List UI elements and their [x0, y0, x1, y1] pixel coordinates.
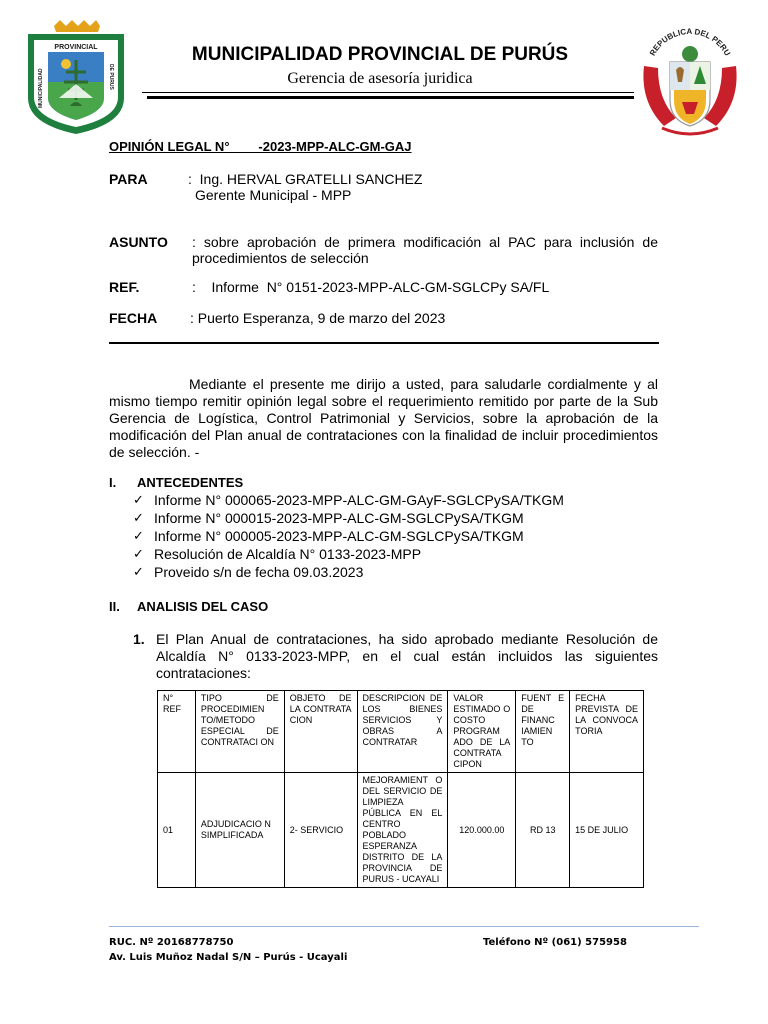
fecha-value: : Puerto Esperanza, 9 de marzo del 2023 — [190, 310, 446, 326]
logo-right-text: REPUBLICA DEL PERU — [647, 26, 733, 58]
checkmark-icon: ✓ — [133, 528, 144, 543]
section-1-title: ANTECEDENTES — [137, 475, 244, 490]
section-1-number: I. — [109, 475, 117, 490]
footer-divider — [109, 926, 699, 927]
list-item: ✓ Informe N° 000005-2023-MPP-ALC-GM-SGLCPySA/TKGM — [133, 528, 524, 544]
para-value-name: : Ing. HERVAL GRATELLI SANCHEZ — [188, 171, 423, 187]
header-rule-thin — [142, 92, 634, 93]
logo-left-top-text: PROVINCIAL — [54, 44, 98, 51]
table-cell: 2- SERVICIO — [284, 773, 357, 888]
municipal-shield-logo-icon — [26, 20, 126, 135]
footer-ruc: RUC. Nº 20168778750 — [109, 937, 234, 948]
list-item: ✓ Proveido s/n de fecha 09.03.2023 — [133, 564, 364, 580]
table-cell: RD 13 — [516, 773, 570, 888]
checkmark-icon: ✓ — [133, 510, 144, 525]
logo-left-side-text: MUNICIPALIDAD — [38, 68, 44, 108]
footer-phone: Teléfono Nº (061) 575958 — [483, 937, 627, 948]
list-item: ✓ Resolución de Alcaldía N° 0133-2023-MPP — [133, 546, 422, 562]
table-header-cell: N° REF — [158, 691, 196, 773]
document-reference-title: OPINIÓN LEGAL N° -2023-MPP-ALC-GM-GAJ — [109, 139, 412, 154]
table-row — [158, 773, 644, 888]
header-divider — [109, 342, 659, 344]
ref-label: REF. — [109, 279, 140, 295]
table-header-cell: FECHA PREVISTA DE LA CONVOCA TORIA — [570, 691, 644, 773]
table-cell: ADJUDICACIO N SIMPLIFICADA — [195, 773, 284, 888]
point-1-text: El Plan Anual de contrataciones, ha sido aprobado mediante Resolución de Alcaldía N° 0133-2023-MPP, en el cual están incluidos las siguientes contrataciones: — [156, 631, 658, 681]
section-2-title: ANALISIS DEL CASO — [137, 599, 269, 614]
table-cell: 15 DE JULIO — [570, 773, 644, 888]
list-item: ✓ Informe N° 000015-2023-MPP-ALC-GM-SGLCPySA/TKGM — [133, 510, 524, 526]
asunto-label: ASUNTO — [109, 234, 168, 250]
table-cell: 01 — [158, 773, 196, 888]
logo-left-right-text: DE PURUS — [108, 64, 114, 90]
table-cell: 120.000.00 — [448, 773, 516, 888]
page-subtitle: Gerencia de asesoría juridica — [287, 70, 473, 87]
section-2-number: II. — [109, 599, 120, 614]
checkmark-icon: ✓ — [133, 492, 144, 507]
peru-coat-of-arms-icon — [640, 22, 740, 140]
antecedentes-list — [133, 491, 564, 581]
ref-value: : Informe N° 0151-2023-MPP-ALC-GM-SGLCPy SA/FL — [192, 279, 550, 295]
table-header-row — [158, 691, 644, 773]
point-1-number: 1. — [133, 631, 145, 647]
page-title: MUNICIPALIDAD PROVINCIAL DE PURÚS — [191, 44, 569, 65]
para-value-position: Gerente Municipal - MPP — [195, 187, 352, 203]
list-item: ✓ Informe N° 000065-2023-MPP-ALC-GM-GAyF-SGLCPySA/TKGM — [133, 492, 564, 508]
table-header-cell: VALOR ESTIMADO O COSTO PROGRAM ADO DE LA CONTRATA CIPON — [448, 691, 516, 773]
asunto-value: : sobre aprobación de primera modificación al PAC para inclusión de procedimientos de selección — [192, 234, 658, 266]
intro-paragraph: Mediante el presente me dirijo a usted, para saludarle cordialmente y al mismo tiempo remitir opinión legal sobre el requerimiento remitido por parte de la Sub Gerencia de Logística, Control Patrimonial y Servicios, sobre la aprobación de la modificación del Plan anual de contrataciones con la finalidad de incluir procedimientos de selección. - — [109, 376, 658, 460]
header-rule-thick — [147, 96, 634, 99]
fecha-label: FECHA — [109, 310, 158, 326]
footer-address: Av. Luis Muñoz Nadal S/N – Purús - Ucayali — [109, 952, 348, 963]
table-cell: MEJORAMIENT O DEL SERVICIO DE LIMPIEZA PÚBLICA EN EL CENTRO POBLADO ESPERANZA DISTRITO DE LA PROVINCIA DE PURUS - UCAYALI — [357, 773, 448, 888]
table-header-cell: FUENT E DE FINANC IAMIEN TO — [516, 691, 570, 773]
checkmark-icon: ✓ — [133, 564, 144, 579]
table-header-cell: OBJETO DE LA CONTRATA CION — [284, 691, 357, 773]
table-header-cell: TIPO DE PROCEDIMIEN TO/METODO ESPECIAL DE CONTRATACI ON — [195, 691, 284, 773]
pac-table — [157, 690, 644, 888]
checkmark-icon: ✓ — [133, 546, 144, 561]
para-label: PARA — [109, 171, 148, 187]
table-header-cell: DESCRIPCION DE LOS BIENES SERVICIOS Y OBRAS A CONTRATAR — [357, 691, 448, 773]
